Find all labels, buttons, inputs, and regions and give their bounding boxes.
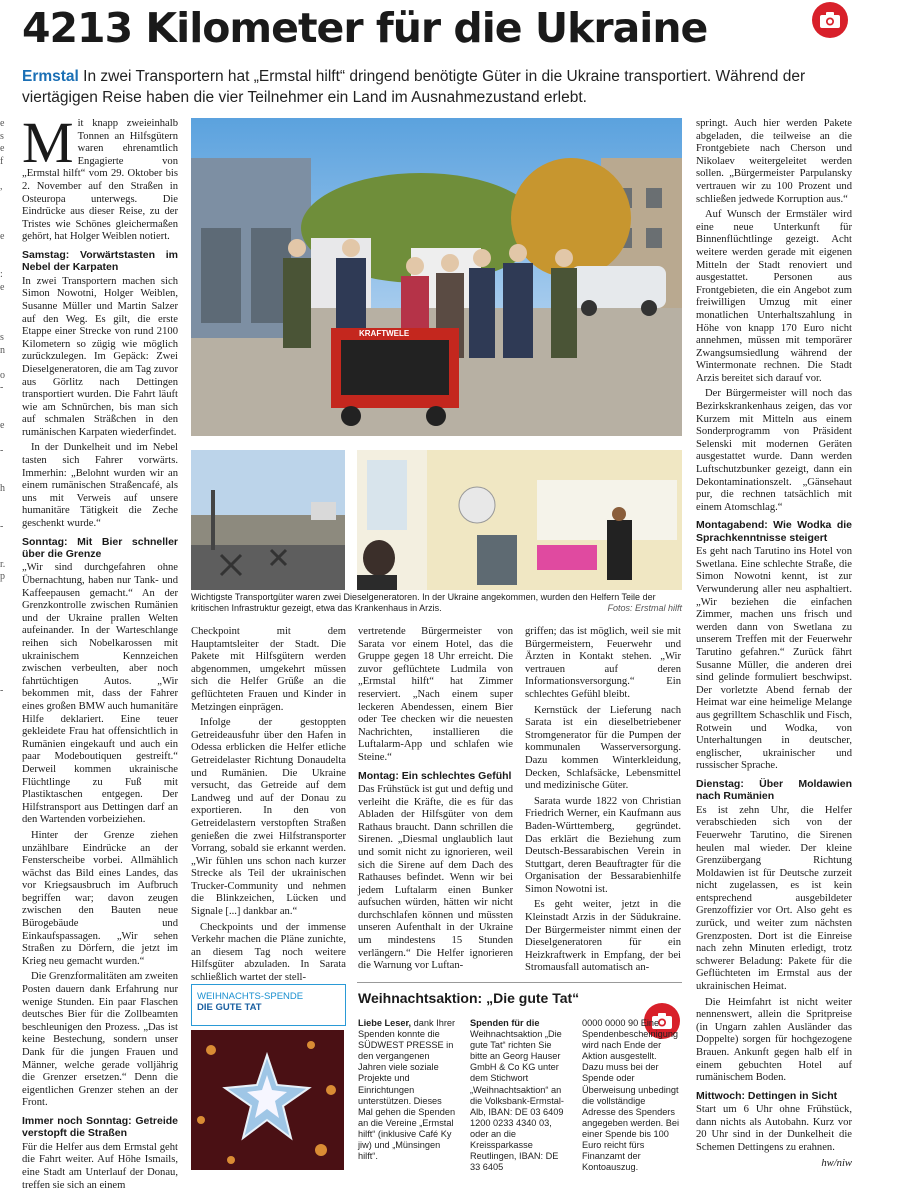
subhead-immer-noch-sonntag: Immer noch Sonntag: Getreide verstopft die Straßen (22, 1114, 178, 1140)
clipped-text-fragment (0, 723, 10, 736)
paragraph: Der Bürgermeister will noch das Bezirkskrankenhaus zeigen, das vor Kurzem mit Mitteln aus einem Sonderprogramm von Präsident Selenski mit modernen Geräten ausgestattet wurde. Dann werden Luftschutzbunker gezeigt, dann ein Dekontaminationszelt. „Gänsehaut pur, die rechnen tatsächlich mit einem Atomschlag.“ (696, 388, 852, 513)
clipped-text-fragment (0, 194, 10, 207)
gute-tat-column-1 (358, 1018, 456, 1168)
christmas-star-photo (191, 1030, 344, 1170)
clipped-text-fragment (0, 836, 10, 849)
paragraph: Das Frühstück ist gut und deftig und verleiht die Kräfte, die es für das Abladen der Hilfsgüter von dem Rathaus braucht. Dann schrillen die Sirenen. „Diesmal unglaublich laut und somit nicht zu ignorieren, weil sich die Sirene auf dem Dach des Rathauses befindet. Wenn wir bei jedem Luftalarm einen Bunker aufsuchen würden, hätten wir nicht durchschlafen können und müssten unseren Aufenthalt in der Ukraine um mindestens 15 Stunden verlängern.“ Die Helfer ignorieren die Warnung vor Luftan- (358, 783, 513, 972)
paragraph: Checkpoints und der immense Verkehr machen die Pläne zunichte, an diesem Tag noch weitere Hilfsgüter abzuladen. In Sarata schließlich wartet der stell- (191, 921, 346, 984)
paragraph: springt. Auch hier werden Pakete abgeladen, die teilweise an die Frontgebiete nach Cherson und Nikolaev weitergeleitet werden sollen. „Bürgermeister Parpulansky vertrauen wir zu 100 Prozent und schließen jedwede Korruption aus.“ (696, 118, 852, 205)
paragraph: Start um 6 Uhr ohne Frühstück, dann nichts als Autobahn. Kurz vor 20 Uhr sind in der Dunkelheit die Schemen Dettingens zu erahnen. (696, 1104, 852, 1153)
clipped-text-fragment: e (0, 420, 5, 432)
paragraph: Hinter der Grenze ziehen unzählbare Eindrücke an der Fensterscheibe vorbei. Allmählich wächst das Bild eines Landes, das vor Kriegsausbruch im Aufbruch begriffen war; davon zeugen zwischen den Bauten neue Bürogebäude und Einkaufspassagen. „Wir sehen Straßen zu Dörfern, die jetzt im Krieg neu gemacht wurden.“ (22, 829, 178, 967)
adjacent-article-clipped (0, 118, 10, 1178)
clipped-text-fragment: - (0, 521, 4, 532)
clipped-text-fragment (0, 471, 10, 484)
clipped-text-fragment (0, 257, 10, 270)
paragraph: Es geht nach Tarutino ins Hotel von Swetlana. Eine schlechte Straße, die Simon Nowotni kennt, ist zur Verwunderung aller neu asphaltiert. „Wir beziehen die einfachen Zimmer, machen uns frisch und werden dann von Swetlana zu unserem Treffen mit der Feuerwehr Tarutino gefahren.“ Zurück fährt Susanne Müller, die anderen drei sind gelinde formuliert beschwipst. Der vorletzte Abend fernab der Heimat war eine heimelige Melange aus gegrilltem Schaschlik und Fisch, Rotwein und Wodka, von Unterhaltungen in deutscher, englischer, ukrainischer und russischer Sprache. (696, 546, 852, 772)
paragraph: Kernstück der Lieferung nach Sarata ist ein dieselbetriebener Stromgenerator für die Pumpen der kommunalen Wasserversorgung. Dazu kommen Winterkleidung, Decken, Schlafsäcke, Lebensmittel und medizinische Güter. (525, 704, 681, 792)
column-3 (358, 626, 513, 978)
clipped-text-fragment (0, 974, 10, 987)
intro-paragraph: it knapp zweieinhalb Tonnen an Hilfsgütern waren ehrenamtlich Engagierte von „Ermstal hilft“ vom 29. Oktober bis 2. November auf den Straßen in Osteuropa unterwegs. Die Eindrücke aus dieser Reise, zu der Tristes wie Schönes gleichermaßen gehört, hat Holger Weiblen notiert. (22, 118, 178, 243)
divider (357, 982, 682, 983)
clipped-text-fragment (0, 508, 10, 521)
paragraph: Für die Helfer aus dem Ermstal geht die Fahrt weiter. Auf Höhe Ismails, eine Stadt am Unterlauf der Donau, treffen sie sich an einem (22, 1141, 178, 1191)
clipped-text-fragment (0, 408, 10, 421)
clipped-text-fragment (0, 911, 10, 924)
paragraph: In der Dunkelheit und im Nebel tasten sich Fahrer vorwärts. Immerhin: „Belohnt wurden wir an einem rumänischen Straßencafé, als uns mit Verweis auf unsere humanitäre Tätigkeit die Zeche geschenkt wurde.“ (22, 442, 178, 530)
clipped-text-fragment (0, 848, 10, 861)
gute-tat-lead: Spenden für die (470, 1018, 540, 1028)
clipped-text-fragment (0, 458, 10, 471)
clipped-text-fragment (0, 735, 10, 748)
gute-tat-lead: Liebe Leser, (358, 1018, 412, 1028)
paragraph: Es ist zehn Uhr, die Helfer verabschieden sich von der Feuerwehr Tarutino, die Sirenen heulen mal wieder. Der kleine Grenzübergang Richtung Moldawien ist für Deutsche zurzeit nicht zugelassen, es ist kein entsprechend ausgebildeter Grenzoffizier vor Ort. Also geht es zurück, und weiter zum nächsten Grenzposten. Dort ist die Einreise nach zehn Minuten erledigt, trotz schwerer Beladung: Pakete für die Geflüchteten im Ermstal aus der ukrainischen Heimat. (696, 804, 852, 993)
photo-caption (191, 592, 682, 614)
gute-tat-title: Weihnachtsaktion: „Die gute Tat“ (358, 990, 580, 1006)
clipped-text-fragment (0, 294, 10, 307)
clipped-text-fragment (0, 861, 10, 874)
weihnachts-spende-box (191, 984, 346, 1026)
clipped-text-fragment (0, 811, 10, 824)
clipped-text-fragment (0, 647, 10, 660)
weihnachts-spende-label (192, 985, 345, 1019)
group-photo (191, 118, 682, 436)
clipped-text-fragment (0, 899, 10, 912)
clipped-text-fragment (0, 357, 10, 370)
clipped-text-fragment: f (0, 155, 4, 167)
clipped-text-fragment (0, 773, 10, 786)
clipped-text-fragment (0, 949, 10, 962)
paragraph: Infolge der gestoppten Getreideausfuhr über den Hafen in Odessa erblicken die Helfer etliche Getreidelaster Richtung Donaudelta und Rumänien. Die Ukraine versucht, das Getreide auf dem Landweg und auf der Donau zu exportieren. In den von Getreidelastern verstopften Straßen genießen die zwei Hilfstransporter Vorrang, sobald sie erkannt werden. „Wir fühlen uns schon nach kurzer Strecke als Teil der ukrainischen Trucker-Community und nehmen die Blinkzeichen, Lücken und Signale [...] dankbar an.“ (191, 717, 346, 918)
clipped-text-fragment (0, 534, 10, 547)
paragraph: griffen; das ist möglich, weil sie mit Bürgermeistern, Feuerwehr und Ärzten in Kontakt stehen. „Wir vertrauen auf deren Informationsversorgung.“ Ein schlechtes Gefühl bleibt. (525, 626, 681, 700)
clipped-text-fragment (0, 168, 10, 181)
clipped-text-fragment (0, 584, 10, 597)
clipped-text-fragment (0, 798, 10, 811)
headline: 4213 Kilometer für die Ukraine (22, 4, 708, 52)
clipped-text-fragment (0, 597, 10, 610)
label-line1: WEIHNACHTS-SPENDE (197, 991, 304, 1002)
paragraph: vertretende Bürgermeister von Sarata vor einem Hotel, das die Gruppe gegen 18 Uhr erreicht. Die zuvor geflüchtete Ludmila von „Ermstal hilft“ hat Zimmer reserviert. „Nach einem super leckeren Abendessen, einem Bier oder Tee checken wir die neuesten Nachrichten, installieren die Luftalarm-App und schlafen wie Steine.“ (358, 626, 513, 763)
clipped-text-fragment (0, 924, 10, 937)
clipped-text-fragment (0, 496, 10, 509)
subhead-montag: Montag: Ein schlechtes Gefühl (358, 769, 512, 782)
clipped-text-fragment: r. (0, 558, 6, 570)
paragraph: In zwei Transportern machen sich Simon Nowotni, Holger Weiblen, Susanne Müller und Martin Salzer auf den Weg. Es gilt, die erste Etappe einer Strecke von rund 2100 Kilometern so zügig wie möglich zurückzulegen. Im Gepäck: Zwei Dieselgeneratoren, die am Tag zuvor aus Görlitz nach Dettingen transportiert wurden. Die Fahrt läuft wie am Schnürchen, bis man sich auf schmalen Sträßchen in den rumänischen Karpaten wiederfindet. (22, 275, 178, 438)
clipped-text-fragment: h (0, 483, 5, 495)
paragraph: Checkpoint mit dem Hauptamtsleiter der Stadt. Die Pakete mit Hilfsgütern werden abgenommen, umgekehrt müssen sich die Helfer Grüße an die geflüchteten Frauen und Kinder in Metzingen einprägen. (191, 626, 346, 713)
clipped-text-fragment (0, 546, 10, 559)
clipped-text-fragment (0, 320, 10, 333)
clipped-text-fragment: - (0, 382, 4, 394)
label-line2: DIE GUTE TAT (197, 1002, 262, 1013)
clipped-text-fragment: e (0, 231, 5, 243)
subhead-mittwoch: Mittwoch: Dettingen in Sicht (696, 1089, 838, 1102)
clipped-text-fragment: e (0, 281, 5, 293)
clipped-text-fragment (0, 307, 10, 320)
clipped-text-fragment (0, 785, 10, 798)
clipped-text-fragment (0, 823, 10, 836)
photo-credit: Fotos: Erstmal hilft (607, 603, 682, 613)
clipped-text-fragment: o (0, 369, 5, 381)
paragraph: Auf Wunsch der Ermstäler wird eine neue Unterkunft für Binnenflüchtlinge gezeigt. Acht weitere werden gerade mit eigenen Mitteln der Stadt renoviert und ausgestattet. Personen aus Frontgebieten, die ein Angebot zum freiwilligen Umzug mit einer monatlichen Unterhaltszahlung in Höhe von knapp 170 Euro nicht annehmen, müssen mit temporärer Zwangsumsiedlung während der Wintermonate rechnen. Die Stadt Arzis bereitet sich darauf vor. (696, 209, 852, 384)
clipped-text-fragment: s (0, 130, 4, 142)
clipped-text-fragment (0, 660, 10, 673)
author-signature: hw/niw (821, 1157, 852, 1169)
generator-brand: KRAFTWELE (359, 329, 410, 338)
hospital-photo (357, 450, 682, 590)
clipped-text-fragment: : (0, 269, 3, 281)
paragraph: Die Heimfahrt ist nicht weiter nennenswert, allein die Spritpreise (in Ungarn zahlen Ausländer das Doppelte) sorgen für hochgezogene Brauen. Ankunft gegen halb elf in einem gebuchten Hotel auf rumänischem Boden. (696, 996, 852, 1084)
column-2 (191, 626, 346, 984)
clipped-text-fragment (0, 874, 10, 887)
clipped-text-fragment: n (0, 344, 5, 356)
caption-text: Wichtigste Transportgüter waren zwei Dieselgeneratoren. In der Ukraine angekommen, wurden den Helfern Teile der kritischen Infrastruktur gezeigt, etwa das Krankenhaus in Arzis. (191, 592, 656, 613)
subhead-sonntag: Sonntag: Mit Bier schneller über die Grenze (22, 535, 178, 561)
column-1 (22, 110, 178, 1191)
clipped-text-fragment (0, 760, 10, 773)
clipped-text-fragment: , (0, 180, 3, 192)
clipped-text-fragment: p (0, 571, 5, 583)
clipped-text-fragment (0, 219, 10, 232)
clipped-text-fragment (0, 748, 10, 761)
clipped-text-fragment (0, 395, 10, 408)
column-4 (525, 626, 681, 978)
camera-icon[interactable] (812, 2, 848, 38)
paragraph: Die Grenzformalitäten am zweiten Posten dauern dank Erfahrung nur wenige Stunden. Ein paar Flaschen deutsches Bier für die Zollbeamten beschleunigen den Prozess. „Das ist keine Bestechung, sondern unser Dank für die jungen Frauen und Männer, welche gerade volljährig die Grenzer ersetzen.“ Denn die eigentlichen Grenzer stehen an der Front. (22, 971, 178, 1109)
clipped-text-fragment: s (0, 332, 4, 344)
clipped-text-fragment: e (0, 143, 5, 155)
paragraph: „Wir sind durchgefahren ohne Übernachtung, haben nur Tank- und Kaffeepausen gemacht.“ An der Grenzkontrolle zwischen Rumänien und der Ukraine prallen Welten aufeinander. In der Warteschlange reihen sich Nobelkarossen mit ukrainischem Kennzeichen zwischen verbeulten, aber noch fahrtüchtigen Autos. „Wir bekommen mit, dass der Fahrer eines großen BMW auch humanitäre Hilfe deklariert. Eine teuer gekleidete Frau hat offensichtlich in Rumänien eingekauft und auch ein paar Modeboutiquen gestreift.“ Derweil kommen ukrainische Flüchtlinge zu Fuß mit Plastiktaschen entgegen. Der Hilfstransport aus Dettingen darf an den Wartenden vorbeiziehen. (22, 562, 178, 826)
clipped-text-fragment (0, 886, 10, 899)
gute-tat-column-2 (470, 1018, 568, 1173)
gute-tat-text: 0000 0000 90 Eine Spendenbescheinigung wird nach Ende der Aktion ausgestellt. Dazu muss bei der Spende oder Überweisung unbedingt die vollständige Adresse des Spenders angegeben werden. Bei einer Spende bis 100 Euro reicht fürs Finanzamt der Kontoauszug. (582, 1018, 680, 1173)
road-photo (191, 450, 345, 590)
gute-tat-text: Weihnachtsaktion „Die gute Tat“ richten Sie bitte an Georg Hauser GmbH & Co KG unter dem Stichwort „Weihnachtsaktion“ an die Volksbank-Ermstal-Alb, IBAN: DE 03 6409 1200 0233 4340 03, oder an die Kreissparkasse Reutlingen, IBAN: DE 33 6405 (470, 1029, 564, 1173)
clipped-text-fragment (0, 634, 10, 647)
paragraph: Es geht weiter, jetzt in die Kleinstadt Arzis in der Südukraine. Der Bürgermeister nimmt einen der Dieselgeneratoren für ein Heizkraftwerk in Empfang, der bei Stromausfall automatisch an- (525, 899, 681, 974)
gute-tat-column-3 (582, 1018, 680, 1173)
clipped-text-fragment (0, 244, 10, 257)
deck (22, 66, 872, 108)
paragraph: Sarata wurde 1822 von Christian Friedrich Werner, ein Kaufmann aus Baden-Württemberg, gegründet. Das erklärt die Beziehung zum Deutsch-Bessarabischen Verein in Stuttgart, deren Beauftragter für die Organisation der Bessarabienhilfe Simon Nowotni ist. (525, 795, 681, 895)
clipped-text-fragment (0, 962, 10, 975)
clipped-text-fragment (0, 937, 10, 950)
deck-text: In zwei Transportern hat „Ermstal hilft“ dringend benötigte Güter in die Ukraine transportiert. Während der viertägigen Reise haben die vier Teilnehmer ein Land im Ausnahmezustand erlebt. (22, 68, 806, 106)
clipped-text-fragment: e (0, 118, 5, 129)
clipped-text-fragment: - (0, 684, 4, 696)
clipped-text-fragment (0, 987, 10, 1000)
column-5 (696, 118, 852, 1178)
clipped-text-fragment (0, 622, 10, 635)
clipped-text-fragment (0, 697, 10, 710)
subhead-montagabend: Montagabend: Wie Wodka die Sprachkenntnisse steigert (696, 519, 852, 544)
clipped-text-fragment (0, 672, 10, 685)
clipped-text-fragment (0, 433, 10, 446)
deck-location: Ermstal (22, 68, 79, 85)
clipped-text-fragment (0, 710, 10, 723)
subhead-samstag: Samstag: Vorwärtstasten im Nebel der Karpaten (22, 248, 178, 274)
clipped-text-fragment: - (0, 445, 4, 457)
clipped-text-fragment (0, 609, 10, 622)
dropcap: M (22, 110, 74, 175)
clipped-text-fragment (0, 206, 10, 219)
subhead-dienstag: Dienstag: Über Moldawien nach Rumänien (696, 777, 852, 803)
gute-tat-text: dank Ihrer Spenden konnte die SÜDWEST PRESSE in den vergangenen Jahren viele soziale Projekte und Einrichtungen unterstützen. Dieses Mal gehen die Spenden an die Vereine „Ermstal hilft“ (inklusive Café Ky jiw) und „Münsingen hilft“. (358, 1018, 456, 1162)
